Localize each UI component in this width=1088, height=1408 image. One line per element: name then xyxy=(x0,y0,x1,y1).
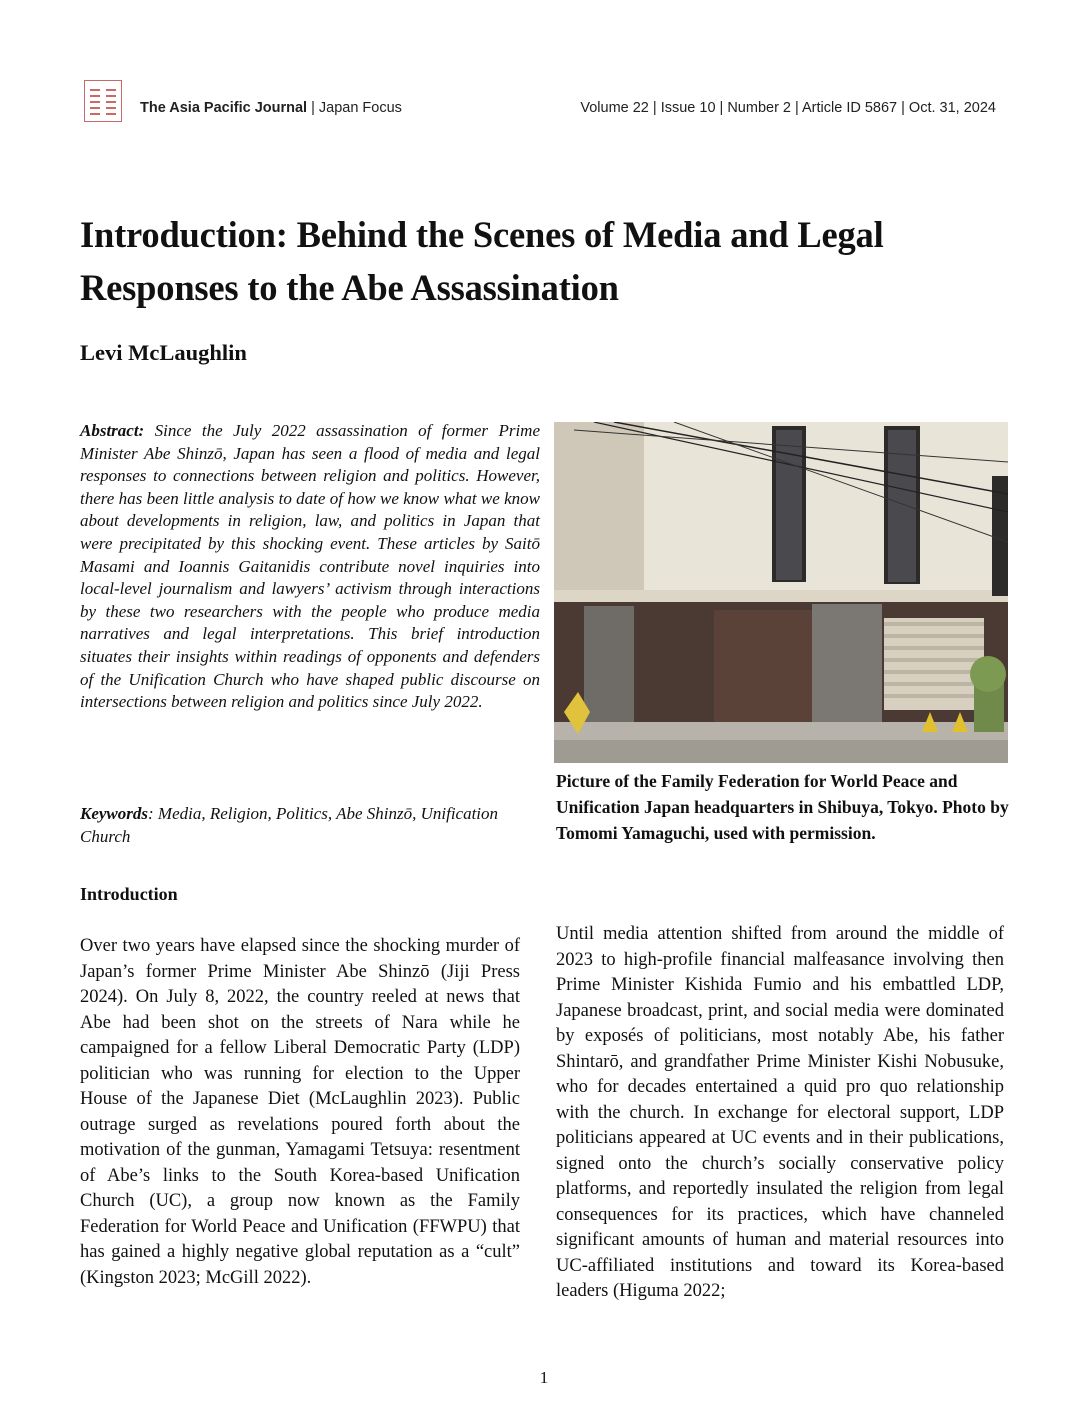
page-header xyxy=(84,80,996,124)
page-number: 1 xyxy=(539,1368,549,1387)
article-author: Levi McLaughlin xyxy=(80,340,247,365)
keywords xyxy=(80,803,540,848)
issue-info: Volume 22 | Issue 10 | Number 2 | Article ID 5867 | Oct. 31, 2024 xyxy=(580,100,996,116)
headquarters-photo xyxy=(554,422,1008,763)
journal-title xyxy=(140,100,402,116)
body-paragraph-left: Over two years have elapsed since the shocking murder of Japan’s former Prime Minister Abe Shinzō (Jiji Press 2024). On July 8, 2022, the country reeled at news that Abe had been shot on the streets of Nara while he campaigned for a fellow Liberal Democratic Party (LDP) politician who was running for election to the Upper House of the Japanese Diet (McLaughlin 2023). Public outrage surged as revelations poured forth about the motivation of the gunman, Yamagami Tetsuya: resentment of Abe’s links to the South Korea-based Unification Church (UC), a group now known as the Family Federation for World Peace and Unification (FFWPU) that has gained a highly negative global reputation as a “cult” (Kingston 2023; McGill 2022). xyxy=(80,936,520,1288)
section-heading-introduction: Introduction xyxy=(80,884,178,904)
abstract xyxy=(80,420,540,714)
keywords-label: Keywords xyxy=(80,804,148,823)
abstract-label: Abstract: xyxy=(80,421,145,440)
body-paragraph-right: Until media attention shifted from around the middle of 2023 to high-profile financial malfeasance involving then Prime Minister Kishida Fumio and his embattled LDP, Japanese broadcast, print, and social media were dominated by exposés of politicians, most notably Abe, his father Shintarō, and grandfather Prime Minister Kishi Nobusuke, who for decades entertained a quid pro quo relationship with the church. In exchange for electoral support, LDP politicians appeared at UC events and in their publications, signed onto the church’s socially conservative policy platforms, and reportedly insulated the religion from legal consequences for its practices, which have channeled significant amounts of human and material resources into UC-affiliated institutions and toward its Korea-based leaders (Higuma 2022; xyxy=(556,924,1004,1301)
journal-logo xyxy=(84,80,122,122)
journal-section: | Japan Focus xyxy=(307,100,402,116)
keywords-text: : Media, Religion, Politics, Abe Shinzō, Unification Church xyxy=(80,804,499,846)
figure-caption: Picture of the Family Federation for World Peace and Unification Japan headquarters in Shibuya, Tokyo. Photo by Tomomi Yamaguchi, used with permission. xyxy=(556,771,1009,843)
abstract-text: Since the July 2022 assassination of former Prime Minister Abe Shinzō, Japan has seen a flood of media and legal responses to connections between religion and politics. However, there has been little analysis to date of how we know what we know about developments in religion, law, and politics in Japan that were precipitated by this shocking event. These articles by Saitō Masami and Ioannis Gaitanidis contribute novel inquiries into local-level journalism and lawyers’ activism through interactions by these two researchers with the people who produce media narratives and legal interpretations. This brief introduction situates their insights within readings of opponents and defenders of the Unification Church who have shaped public discourse on intersections between religion and politics since July 2022. xyxy=(80,421,540,712)
journal-name: The Asia Pacific Journal xyxy=(140,100,308,116)
article-title: Introduction: Behind the Scenes of Media and Legal Responses to the Abe Assassination xyxy=(80,214,884,308)
